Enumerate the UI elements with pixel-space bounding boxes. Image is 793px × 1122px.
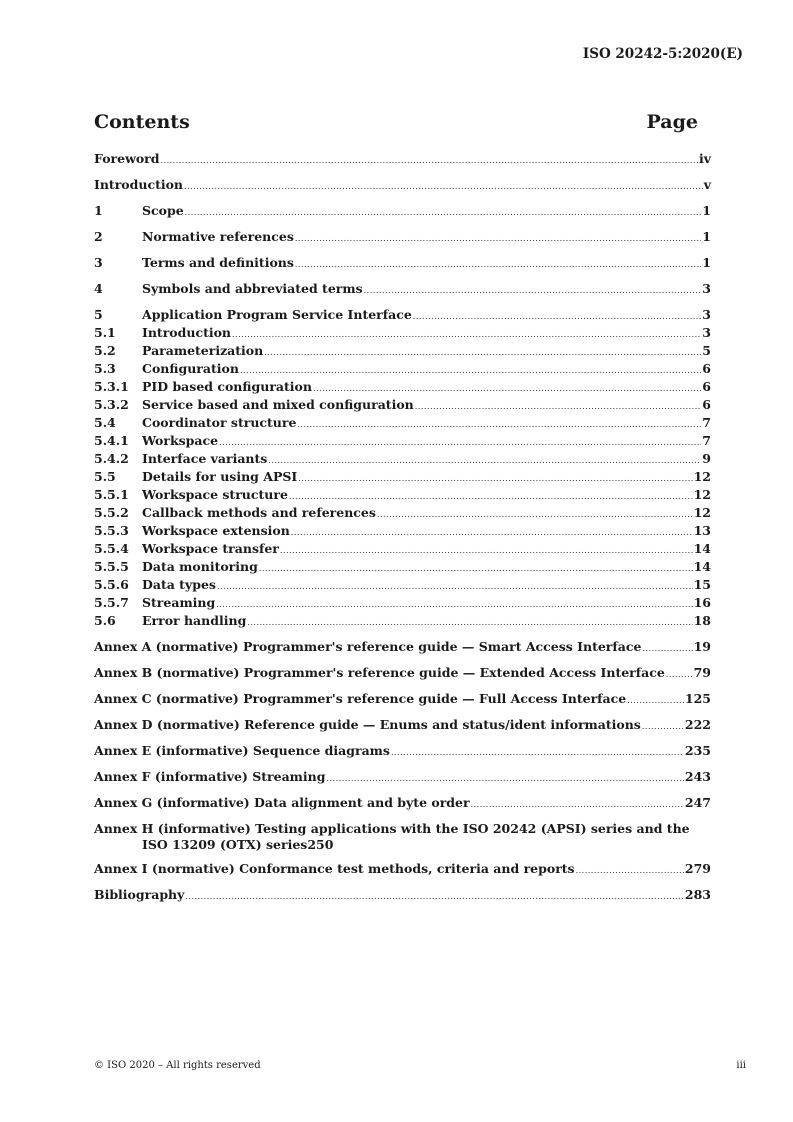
dot-leader [240,363,701,379]
page-footer [94,1060,746,1071]
contents-heading-row [94,111,698,133]
toc-entry[interactable] [94,451,711,469]
toc-entry-label: Workspace extension [142,523,290,538]
toc-entry-page: 3 [702,307,711,322]
toc-entry-number: 5.5.6 [94,577,129,592]
toc-entry-label: Parameterization [142,343,264,358]
toc-entry-number: 5.1 [94,325,116,340]
dot-leader [264,345,701,361]
toc-entry-page: 14 [693,541,711,556]
toc-entry[interactable] [94,397,711,415]
toc-entry-label: Annex A (normative) Programmer's reference guide — Smart Access Interface [94,639,642,654]
toc-entry-number: 5.3.1 [94,379,129,394]
toc-entry-number: 1 [94,203,103,218]
toc-entry-page: 12 [693,505,711,520]
toc-entry[interactable] [94,203,711,221]
toc-entry-page: 1 [702,203,711,218]
toc-entry-label: Workspace [142,433,219,448]
toc-entry-label: Error handling [142,613,247,628]
toc-entry-page: 14 [693,559,711,574]
toc-entry-page: 247 [684,795,711,810]
toc-entry[interactable] [94,433,711,451]
contents-title: Contents [94,111,190,133]
toc-entry-page: 12 [693,487,711,502]
dot-leader [295,257,701,273]
toc-entry[interactable] [94,595,711,613]
toc-entry-page: 3 [702,325,711,340]
dot-leader [185,205,702,221]
toc-entry[interactable] [94,795,711,813]
toc-entry-label: Terms and definitions [142,255,294,270]
toc-entry-label: Data monitoring [142,559,258,574]
toc-entry[interactable] [94,523,711,541]
toc-entry-label: Annex I (normative) Conformance test methods, criteria and reports [94,861,575,876]
dot-leader [295,231,701,247]
toc-entry[interactable] [94,577,711,595]
toc-entry-page: 13 [693,523,711,538]
dot-leader [666,667,693,683]
dot-leader [289,489,693,505]
toc-entry-number: 5.5.3 [94,523,129,538]
toc-entry-label: Configuration [142,361,239,376]
toc-entry[interactable] [94,861,711,879]
toc-entry-label: Coordinator structure [142,415,297,430]
page-number: iii [736,1060,746,1071]
dot-leader [326,771,683,787]
toc-entry-page: 12 [693,469,711,484]
toc-entry-page: iv [698,151,711,166]
dot-leader [377,507,693,523]
toc-entry-label: Streaming [142,595,216,610]
toc-entry[interactable] [94,665,711,683]
toc-entry[interactable] [94,281,711,299]
toc-entry-page: 6 [702,379,711,394]
dot-leader [471,797,684,813]
dot-leader [627,693,684,709]
toc-entry-page: 235 [684,743,711,758]
toc-entry-number: 5.5.5 [94,559,129,574]
dot-leader [280,543,693,559]
toc-entry-page: v [703,177,711,192]
toc-entry-annex-h[interactable] [94,821,711,853]
dot-leader [184,179,703,195]
toc-entry-number: 4 [94,281,103,296]
toc-entry[interactable] [94,541,711,559]
toc-entry[interactable] [94,559,711,577]
dot-leader [415,399,702,415]
toc-entry-label: Foreword [94,151,160,166]
toc-entry[interactable] [94,717,711,735]
toc-main-entries [94,151,711,631]
toc-entry-page: 243 [684,769,711,784]
dot-leader [247,615,692,631]
toc-entry-label: Introduction [142,325,232,340]
toc-entry[interactable] [94,151,711,169]
toc-entry[interactable] [94,469,711,487]
dot-leader [216,597,692,613]
toc-entry-number: 5.4.2 [94,451,129,466]
toc-entry[interactable] [94,415,711,433]
toc-entry-label: Annex G (informative) Data alignment and byte order [94,795,470,810]
toc-entry-label: Annex F (informative) Streaming [94,769,326,784]
toc-entry-label: Workspace structure [142,487,288,502]
toc-entry-label: Bibliography [94,887,185,902]
toc-entry[interactable] [94,255,711,273]
toc-entry-label-line2: ISO 13209 (OTX) series [142,837,308,852]
toc-annex-entries [94,639,711,813]
dot-leader [298,471,692,487]
dot-leader [297,417,701,433]
toc-entry-label: Workspace transfer [142,541,279,556]
toc-entry-number: 5.5.1 [94,487,129,502]
dot-leader [291,525,693,541]
dot-leader [219,435,701,451]
toc-entry-label: Data types [142,577,216,592]
toc-entry-page: 250 [307,837,334,852]
toc-entry[interactable] [94,229,711,247]
toc-entry-page: 16 [693,595,711,610]
dot-leader [576,863,684,879]
toc-entry-label: Details for using APSI [142,469,298,484]
toc-entry-number: 5.4.1 [94,433,129,448]
toc-entry-number: 5.5.4 [94,541,129,556]
toc-entry-label: Service based and mixed configuration [142,397,414,412]
toc-entry-number: 5.5.7 [94,595,129,610]
dot-leader [364,283,702,299]
toc-entry-number: 2 [94,229,103,244]
toc-entry-label: Normative references [142,229,294,244]
toc-entry[interactable] [94,307,711,325]
dot-leader [642,641,692,657]
toc-entry-label: Scope [142,203,184,218]
toc-entry[interactable] [94,325,711,343]
dot-leader [161,153,698,169]
toc-entry-page: 125 [684,691,711,706]
toc-entry-label: Interface variants [142,451,268,466]
toc-entry-page: 5 [702,343,711,358]
toc-entry[interactable] [94,379,711,397]
toc-entry-number: 5.6 [94,613,116,628]
toc-entry-page: 6 [702,361,711,376]
toc-entry-label: Annex E (informative) Sequence diagrams [94,743,390,758]
dot-leader [259,561,693,577]
toc-entry[interactable] [94,639,711,657]
toc-entry-page: 283 [684,887,711,902]
toc-entry-page: 222 [684,717,711,732]
toc-entry-number: 5.3 [94,361,116,376]
toc-entry[interactable] [94,361,711,379]
toc-entry-label: Application Program Service Interface [142,307,412,322]
toc-entry-label: Annex C (normative) Programmer's reference guide — Full Access Interface [94,691,627,706]
toc-entry-label: Annex B (normative) Programmer's reference guide — Extended Access Interface [94,665,665,680]
toc-entry-page: 79 [693,665,711,680]
toc-entry-page: 1 [702,229,711,244]
toc-entry-number: 5 [94,307,103,322]
dot-leader [268,453,701,469]
toc-entry-number: 5.2 [94,343,116,358]
dot-leader [232,327,701,343]
toc-entry[interactable] [94,743,711,761]
toc-entry-page: 15 [693,577,711,592]
table-of-contents [94,151,711,905]
dot-leader [185,889,684,905]
dot-leader [642,719,684,735]
toc-entry[interactable] [94,613,711,631]
toc-entry-number: 5.5 [94,469,116,484]
toc-entry-number: 5.5.2 [94,505,129,520]
dot-leader [391,745,684,761]
copyright-notice: © ISO 2020 – All rights reserved [94,1060,261,1071]
document-id: ISO 20242-5:2020(E) [582,46,743,62]
toc-entry-page: 3 [702,281,711,296]
toc-entry-page: 1 [702,255,711,270]
toc-entry[interactable] [94,505,711,523]
toc-entry-label: PID based configuration [142,379,312,394]
toc-entry-number: 5.3.2 [94,397,129,412]
toc-entry[interactable] [94,487,711,505]
toc-entry-page: 18 [693,613,711,628]
toc-entry[interactable] [94,177,711,195]
dot-leader [413,309,702,325]
toc-entry-page: 19 [693,639,711,654]
dot-leader [313,381,701,397]
toc-entry[interactable] [94,691,711,709]
toc-entry-label: Introduction [94,177,184,192]
toc-entry-number: 3 [94,255,103,270]
toc-end-entries [94,861,711,905]
toc-entry-label: Symbols and abbreviated terms [142,281,363,296]
toc-entry-page: 6 [702,397,711,412]
toc-entry[interactable] [94,343,711,361]
toc-entry-label: Callback methods and references [142,505,376,520]
toc-entry[interactable] [94,887,711,905]
toc-entry-page: 9 [702,451,711,466]
toc-entry-page: 7 [702,415,711,430]
toc-entry-label: Annex D (normative) Reference guide — Enums and status/ident informations [94,717,641,732]
toc-entry-page: 279 [684,861,711,876]
toc-entry[interactable] [94,769,711,787]
toc-entry-page: 7 [702,433,711,448]
toc-entry-number: 5.4 [94,415,116,430]
page-column-heading: Page [646,111,698,133]
toc-entry-label-line1: Annex H (informative) Testing applications with the ISO 20242 (APSI) series and the [94,821,690,836]
dot-leader [217,579,693,595]
